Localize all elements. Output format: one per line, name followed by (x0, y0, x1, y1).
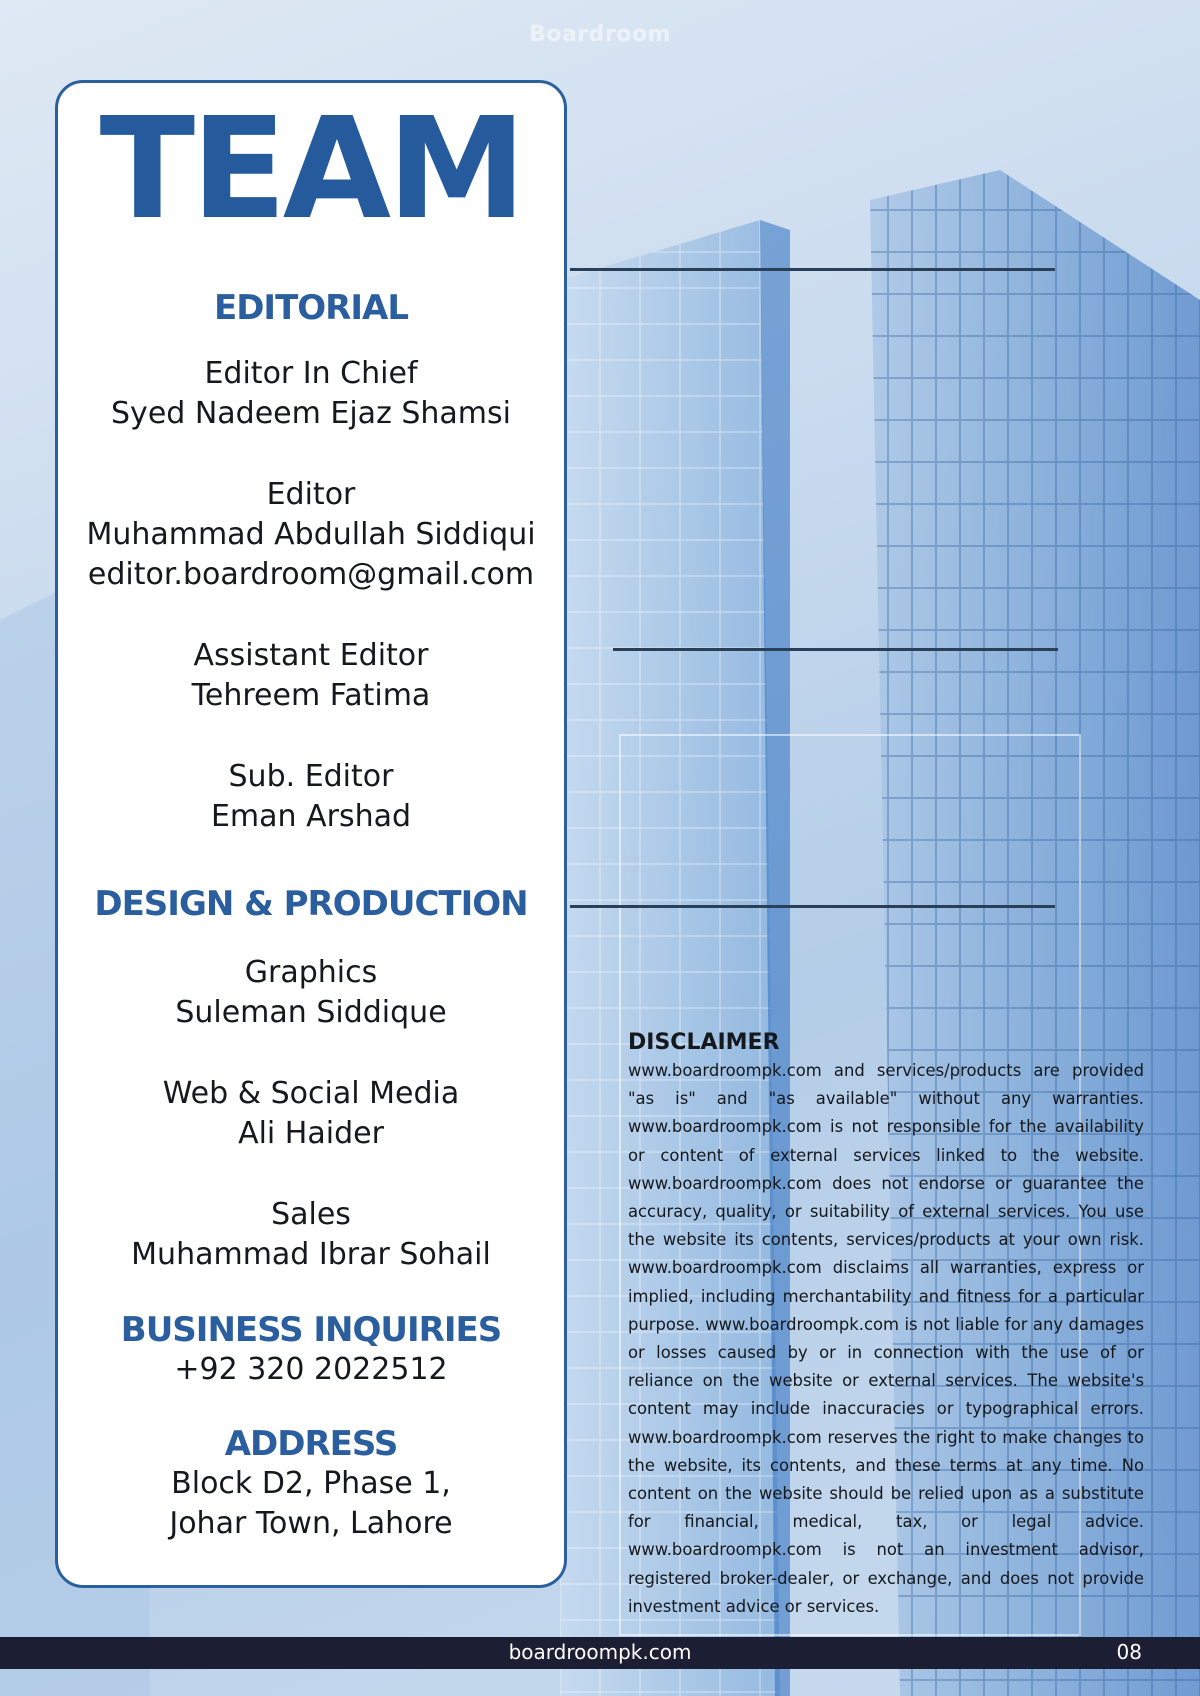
assistant-editor-entry (55, 636, 567, 716)
disclaimer-body: www.boardroompk.com and services/products are provided "as is" and "as available" without any warranties. www.boardroompk.com is not responsible for the availability or content of external services linked to the website. www.boardroompk.com does not endorse or guarantee the accuracy, quality, or suitability of external services. You use the website its contents, services/products at your own risk. www.boardroompk.com disclaims all warranties, express or implied, including merchantability and fitness for a particular purpose. www.boardroompk.com is not liable for any damages or losses caused by or in connection with the use of or reliance on the website or external services. The website's content may include inaccuracies or typographical errors. www.boardroompk.com reserves the right to make changes to the website, its contents, and these terms at any time. No content on the website should be relied upon as a substitute for financial, medical, tax, or legal advice. www.boardroompk.com is not an investment advisor, registered broker-dealer, or exchange, and does not provide investment advice or services. (628, 1061, 1144, 1616)
role-label: Graphics (244, 955, 378, 990)
role-label: Editor In Chief (204, 356, 418, 391)
email-link[interactable]: editor.boardroom@gmail.com (87, 557, 535, 592)
role-label: Web & Social Media (162, 1076, 460, 1111)
sub-editor-entry (55, 757, 567, 837)
editor-entry (55, 475, 567, 595)
watermark: Boardroom (529, 22, 671, 47)
person-name: Muhammad Abdullah Siddiqui (86, 517, 536, 552)
editor-in-chief-entry (55, 354, 567, 434)
editorial-heading: EDITORIAL (213, 288, 408, 328)
graphics-entry (55, 953, 567, 1033)
person-name: Eman Arshad (210, 799, 412, 834)
phone-number[interactable]: +92 320 2022512 (174, 1352, 448, 1387)
sales-entry (55, 1195, 567, 1275)
design-heading: DESIGN & PRODUCTION (94, 884, 528, 924)
page-number: 08 (1116, 1640, 1142, 1664)
design-section (55, 884, 567, 924)
business-heading: BUSINESS INQUIRIES (120, 1310, 502, 1350)
divider-line (570, 268, 1055, 271)
role-label: Sub. Editor (228, 759, 394, 794)
page-title: TEAM (99, 88, 523, 251)
person-name: Muhammad Ibrar Sohail (131, 1237, 491, 1272)
role-label: Assistant Editor (193, 638, 429, 673)
person-name: Tehreem Fatima (191, 678, 431, 713)
business-section (55, 1310, 567, 1390)
address-heading: ADDRESS (224, 1424, 398, 1464)
divider-line (570, 905, 1055, 908)
address-line-2: Johar Town, Lahore (169, 1506, 453, 1541)
divider-line (613, 648, 1058, 651)
address-line-1: Block D2, Phase 1, (171, 1466, 451, 1501)
address-section (55, 1424, 567, 1544)
role-label: Sales (271, 1197, 351, 1232)
person-name: Syed Nadeem Ejaz Shamsi (111, 396, 511, 431)
footer-url-link[interactable]: boardroompk.com (508, 1640, 692, 1664)
person-name: Suleman Siddique (175, 995, 447, 1030)
role-label: Editor (266, 477, 356, 512)
web-social-entry (55, 1074, 567, 1154)
person-name: Ali Haider (238, 1116, 384, 1151)
editorial-section (55, 288, 567, 328)
disclaimer (628, 1030, 1144, 1621)
footer-bar (0, 1637, 1200, 1669)
disclaimer-title: DISCLAIMER (628, 1030, 780, 1055)
